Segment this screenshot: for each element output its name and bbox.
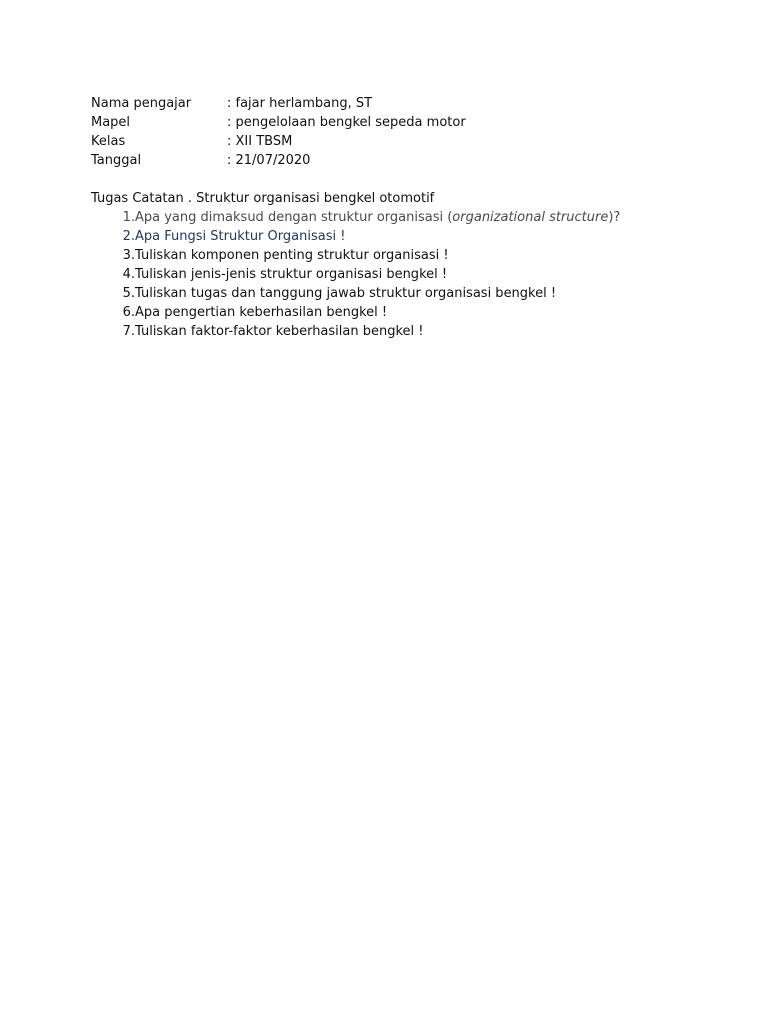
- list-number: 1.: [122, 210, 135, 225]
- list-number: 6.: [122, 305, 135, 320]
- meta-label: Tanggal: [91, 153, 142, 168]
- list-text: Tuliskan komponen penting struktur organisasi !: [135, 248, 449, 263]
- meta-block: [91, 94, 731, 170]
- list-text: Apa Fungsi Struktur Organisasi !: [135, 229, 346, 244]
- list-item: [91, 265, 731, 284]
- list-number: 4.: [122, 267, 135, 282]
- meta-row-date: [91, 151, 731, 170]
- meta-value: : XII TBSM: [227, 134, 293, 149]
- meta-value: : fajar herlambang, ST: [227, 96, 373, 111]
- italic-term: organizational structure: [452, 210, 609, 225]
- document-page: [91, 94, 731, 341]
- meta-label: Kelas: [91, 134, 126, 149]
- meta-value: : 21/07/2020: [227, 153, 311, 168]
- list-text: Tuliskan tugas dan tanggung jawab struktur organisasi bengkel !: [135, 286, 557, 301]
- list-item: [91, 227, 731, 246]
- list-text: Apa pengertian keberhasilan bengkel !: [135, 305, 388, 320]
- list-item: [91, 322, 731, 341]
- list-number: 7.: [122, 324, 135, 339]
- list-number: 3.: [122, 248, 135, 263]
- meta-row-class: [91, 132, 731, 151]
- list-item: [91, 208, 731, 227]
- list-item: [91, 303, 731, 322]
- meta-label: Mapel: [91, 115, 131, 130]
- meta-row-teacher: [91, 94, 731, 113]
- list-number: 5.: [122, 286, 135, 301]
- list-number: 2.: [122, 229, 135, 244]
- list-text: Tuliskan jenis-jenis struktur organisasi bengkel !: [135, 267, 448, 282]
- list-text: Apa yang dimaksud dengan struktur organisasi (organizational structure)?: [135, 210, 621, 225]
- list-item: [91, 284, 731, 303]
- list-item: [91, 246, 731, 265]
- meta-value: : pengelolaan bengkel sepeda motor: [227, 115, 466, 130]
- meta-label: Nama pengajar: [91, 96, 192, 111]
- list-text: Tuliskan faktor-faktor keberhasilan bengkel !: [135, 324, 424, 339]
- task-title: Tugas Catatan . Struktur organisasi bengkel otomotif: [91, 191, 435, 206]
- task-list: [91, 208, 731, 341]
- meta-row-subject: [91, 113, 731, 132]
